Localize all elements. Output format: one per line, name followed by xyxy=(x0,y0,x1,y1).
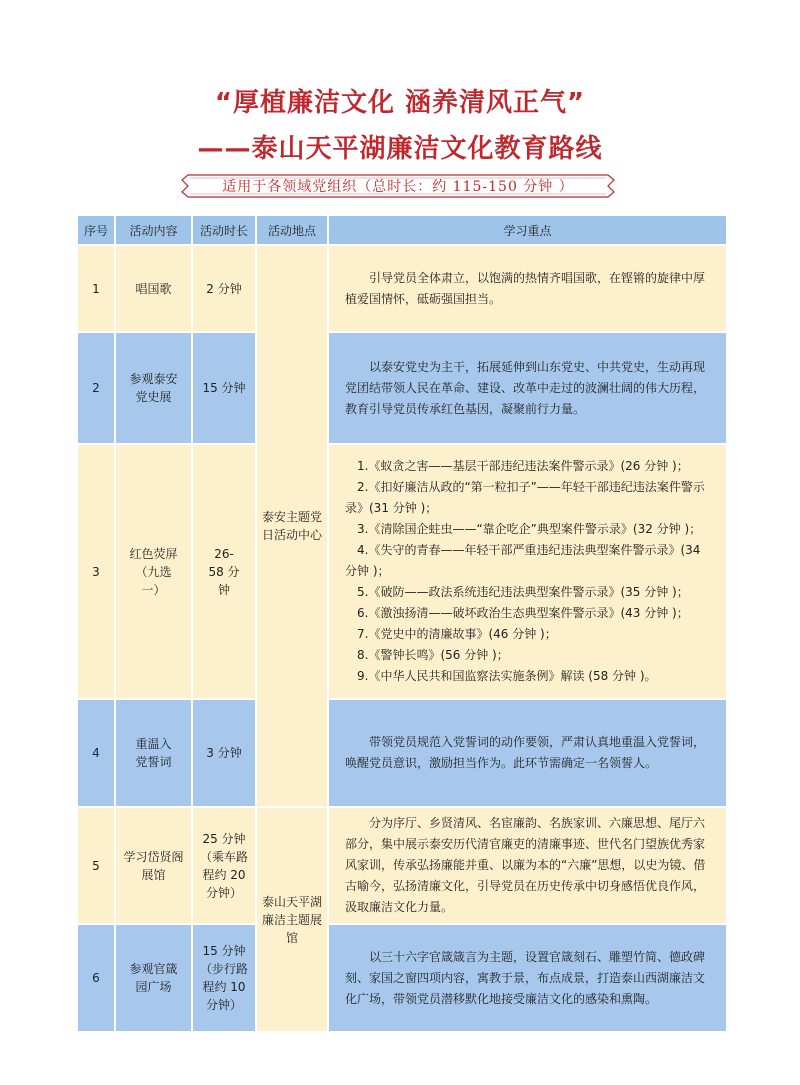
focus-text: 以三十六字官箴箴言为主题，设置官箴刻石、雕塑竹简、德政碑刻、家国之窗四项内容，寓教于景，布点成景，打造泰山西湖廉洁文化广场，带领党员潜移默化地接受廉洁文化的感染和熏陶。 xyxy=(345,949,706,1006)
location-cell: 泰山天平湖廉洁主题展馆 xyxy=(256,807,328,1032)
row-number: 2 xyxy=(77,332,115,444)
table-row xyxy=(77,245,727,332)
row-duration: 3 分钟 xyxy=(192,699,256,807)
location-cell: 泰安主题党日活动中心 xyxy=(256,245,328,807)
subtitle: 适用于各领域党组织（总时长：约 115-150 分钟 ） xyxy=(222,179,574,195)
row-duration: 15 分钟（步行路程约 10 分钟） xyxy=(192,924,256,1032)
row-content: 重温入党誓词 xyxy=(115,699,192,807)
row-number: 6 xyxy=(77,924,115,1032)
row-duration: 26-58 分钟 xyxy=(192,444,256,699)
film-item: 4.《失守的青春——年轻干部严重违纪违法典型案件警示录》(34 分钟 )； xyxy=(345,543,701,578)
row-duration: 25 分钟（乘车路程约 20 分钟） xyxy=(192,807,256,924)
subtitle-ribbon xyxy=(178,172,618,200)
row-focus xyxy=(328,924,727,1032)
film-item: 6.《激浊扬清——破坏政治生态典型案件警示录》(43 分钟 )； xyxy=(357,606,689,620)
row-duration: 15 分钟 xyxy=(192,332,256,444)
table-row xyxy=(77,332,727,444)
row-content: 学习岱贤阁展馆 xyxy=(115,807,192,924)
table-row xyxy=(77,444,727,699)
title-line-2: ——泰山天平湖廉洁文化教育路线 xyxy=(197,134,603,164)
film-item: 1.《蚁贪之害——基层干部违纪违法案件警示录》(26 分钟 )； xyxy=(357,459,689,473)
film-list xyxy=(345,456,710,687)
focus-text: 以泰安党史为主干，拓展延伸到山东党史、中共党史，生动再现党团结带领人民在革命、建设、改革中走过的波澜壮阔的伟大历程，教育引导党员传承红色基因，凝聚前行力量。 xyxy=(345,359,706,416)
row-focus xyxy=(328,699,727,807)
focus-text: 带领党员规范入党誓词的动作要领，严肃认真地重温入党誓词，唤醒党员意识，激励担当作为。此环节需确定一名领誓人。 xyxy=(345,735,706,770)
header-location: 活动地点 xyxy=(256,215,328,245)
film-item: 3.《清除国企蛀虫——“靠企吃企”典型案件警示录》(32 分钟 )； xyxy=(357,522,702,536)
row-content: 参观官箴园广场 xyxy=(115,924,192,1032)
focus-text: 引导党员全体肃立，以饱满的热情齐唱国歌，在铿锵的旋律中厚植爱国情怀，砥砺强国担当。 xyxy=(345,270,706,306)
film-item: 8.《警钟长鸣》(56 分钟 )； xyxy=(357,648,509,662)
row-focus xyxy=(328,245,727,332)
table-row xyxy=(77,924,727,1032)
film-item: 2.《扣好廉洁从政的“第一粒扣子”——年轻干部违纪违法案件警示录》(31 分钟 )； xyxy=(345,480,705,515)
header-duration: 活动时长 xyxy=(192,215,256,245)
row-content: 唱国歌 xyxy=(115,245,192,332)
row-content: 红色荧屏（九选一） xyxy=(115,444,192,699)
table-header-row xyxy=(77,215,727,245)
row-focus xyxy=(328,332,727,444)
focus-text: 分为序厅、乡贤清风、名宦廉韵、名族家训、六廉思想、尾厅六部分，集中展示泰安历代清官廉吏的清廉事迹、世代名门望族优秀家风家训，传承弘扬廉能并重、以廉为本的“六廉”思想，以史为镜、借古喻今，弘扬清廉文化，引导党员在历史传承中切身感悟优良作风，汲取廉洁文化力量。 xyxy=(345,816,706,914)
film-item: 5.《破防——政法系统违纪违法典型案件警示录》(35 分钟 )； xyxy=(357,585,689,599)
film-item: 7.《党史中的清廉故事》(46 分钟 )； xyxy=(357,627,557,641)
film-item: 9.《中华人民共和国监察法实施条例》解读 (58 分钟 )。 xyxy=(357,669,657,683)
row-focus xyxy=(328,444,727,699)
title-line-1: “厚植廉洁文化 涵养清风正气” xyxy=(214,88,586,118)
row-duration: 2 分钟 xyxy=(192,245,256,332)
activity-table xyxy=(76,214,728,1033)
row-number: 3 xyxy=(77,444,115,699)
row-number: 5 xyxy=(77,807,115,924)
table-row xyxy=(77,807,727,924)
row-number: 1 xyxy=(77,245,115,332)
row-focus xyxy=(328,807,727,924)
header-content: 活动内容 xyxy=(115,215,192,245)
header-focus: 学习重点 xyxy=(328,215,727,245)
header-no: 序号 xyxy=(77,215,115,245)
table-row xyxy=(77,699,727,807)
row-number: 4 xyxy=(77,699,115,807)
row-content: 参观泰安党史展 xyxy=(115,332,192,444)
